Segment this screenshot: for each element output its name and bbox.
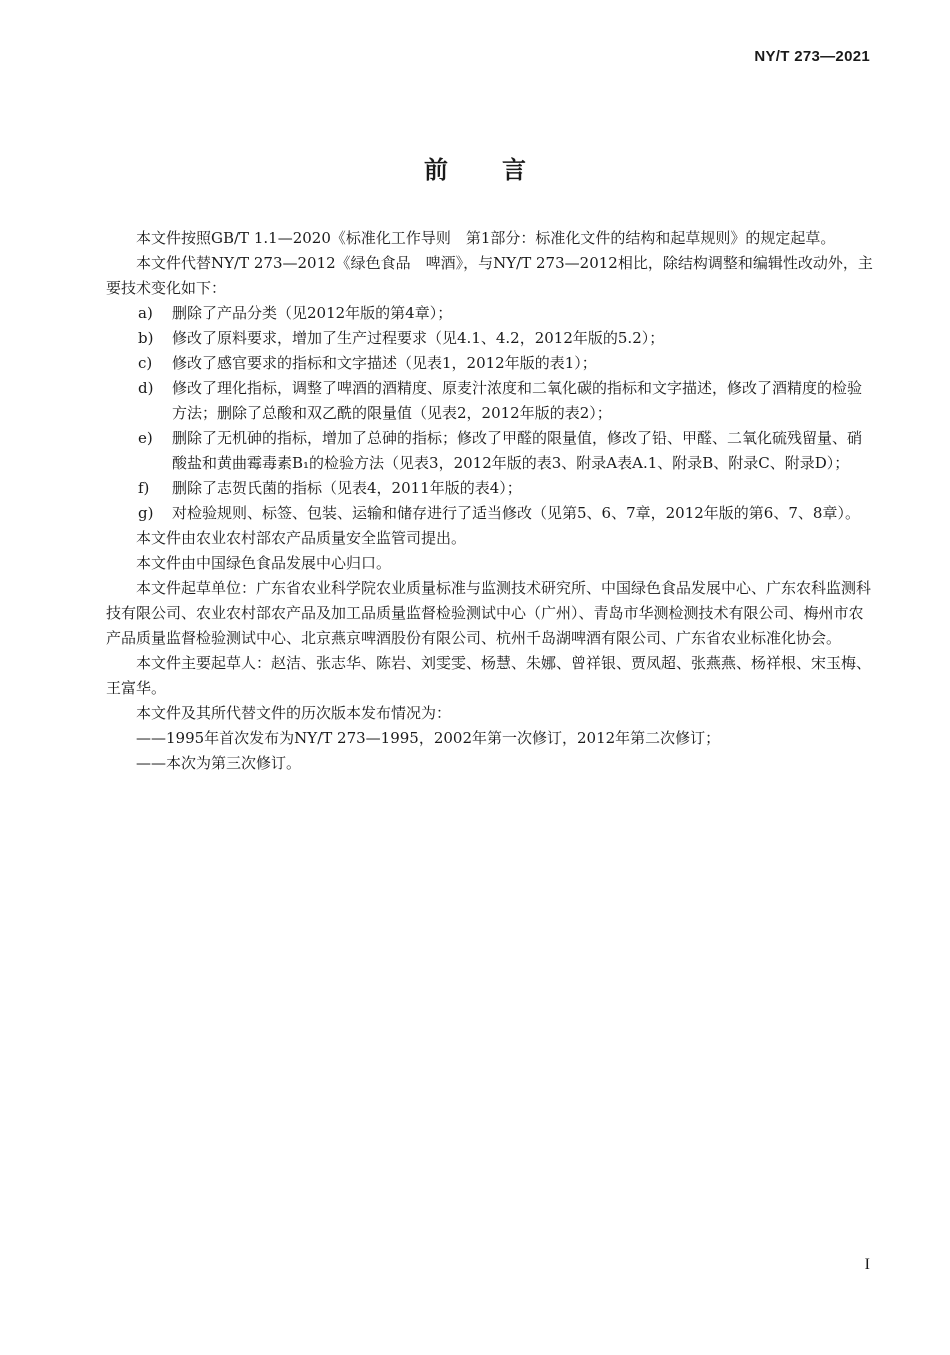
history-item: ——1995年首次发布为NY/T 273—1995，2002年第一次修订，2012年第二次修订； bbox=[136, 729, 721, 747]
title-char-2: 言 bbox=[502, 156, 526, 184]
change-item bbox=[106, 426, 876, 476]
change-item bbox=[106, 476, 876, 501]
page-title bbox=[0, 150, 950, 185]
paragraph-replacement: 本文件代替NY/T 273—2012《绿色食品 啤酒》，与NY/T 273—2012相比，除结构调整和编辑性改动外，主要技术变化如下： bbox=[106, 254, 873, 297]
change-marker: g) bbox=[138, 504, 154, 522]
change-text: 修改了理化指标，调整了啤酒的酒精度、原麦汁浓度和二氧化碳的指标和文字描述，修改了酒精度的检验方法；删除了总酸和双乙酰的限量值（见表2，2012年版的表2）； bbox=[172, 379, 863, 422]
paragraph-drafting-units: 本文件起草单位：广东省农业科学院农业质量标准与监测技术研究所、中国绿色食品发展中心、广东农科监测科技有限公司、农业农村部农产品及加工品质量监督检验测试中心（广州）、青岛市华测检测技术有限公司、梅州市农产品质量监督检验测试中心、北京燕京啤酒股份有限公司、杭州千岛湖啤酒有限公司、广东省农业标准化协会。 bbox=[106, 579, 872, 647]
change-item bbox=[106, 376, 876, 426]
document-code: NY/T 273—2021 bbox=[754, 48, 870, 65]
paragraph-proposed-by: 本文件由农业农村部农产品质量安全监管司提出。 bbox=[136, 529, 467, 547]
paragraph-history-intro: 本文件及其所代替文件的历次版本发布情况为： bbox=[136, 704, 452, 722]
change-item bbox=[106, 301, 876, 326]
change-text: 修改了感官要求的指标和文字描述（见表1，2012年版的表1）； bbox=[172, 354, 597, 372]
change-text: 对检验规则、标签、包装、运输和储存进行了适当修改（见第5、6、7章，2012年版的第6、7、8章）。 bbox=[172, 504, 860, 522]
change-marker: a) bbox=[138, 304, 153, 322]
change-item bbox=[106, 326, 876, 351]
title-char-1: 前 bbox=[424, 156, 448, 184]
change-marker: e) bbox=[138, 429, 153, 447]
page-number: I bbox=[864, 1256, 870, 1273]
paragraph-drafters: 本文件主要起草人：赵洁、张志华、陈岩、刘雯雯、杨慧、朱娜、曾祥银、贾凤超、张燕燕、杨祥根、宋玉梅、王富华。 bbox=[106, 654, 872, 697]
change-marker: d) bbox=[138, 379, 154, 397]
change-marker: b) bbox=[138, 329, 154, 347]
change-text: 删除了志贺氏菌的指标（见表4，2011年版的表4）； bbox=[172, 479, 522, 497]
change-text: 删除了无机砷的指标，增加了总砷的指标；修改了甲醛的限量值，修改了铅、甲醛、二氧化硫残留量、硝酸盐和黄曲霉毒素B₁的检验方法（见表3，2012年版的表3、附录A表A.1、附录B、附录C、附录D）； bbox=[172, 429, 863, 472]
foreword-body bbox=[106, 226, 876, 776]
change-item bbox=[106, 351, 876, 376]
change-text: 删除了产品分类（见2012年版的第4章）； bbox=[172, 304, 453, 322]
change-text: 修改了原料要求，增加了生产过程要求（见4.1、4.2，2012年版的5.2）； bbox=[172, 329, 665, 347]
history-item: ——本次为第三次修订。 bbox=[136, 754, 302, 772]
change-item bbox=[106, 501, 876, 526]
change-marker: c) bbox=[138, 354, 153, 372]
paragraph-drafting-rules: 本文件按照GB/T 1.1—2020《标准化工作导则 第1部分：标准化文件的结构和起草规则》的规定起草。 bbox=[136, 229, 836, 247]
paragraph-centralized-by: 本文件由中国绿色食品发展中心归口。 bbox=[136, 554, 392, 572]
change-marker: f) bbox=[138, 479, 150, 497]
